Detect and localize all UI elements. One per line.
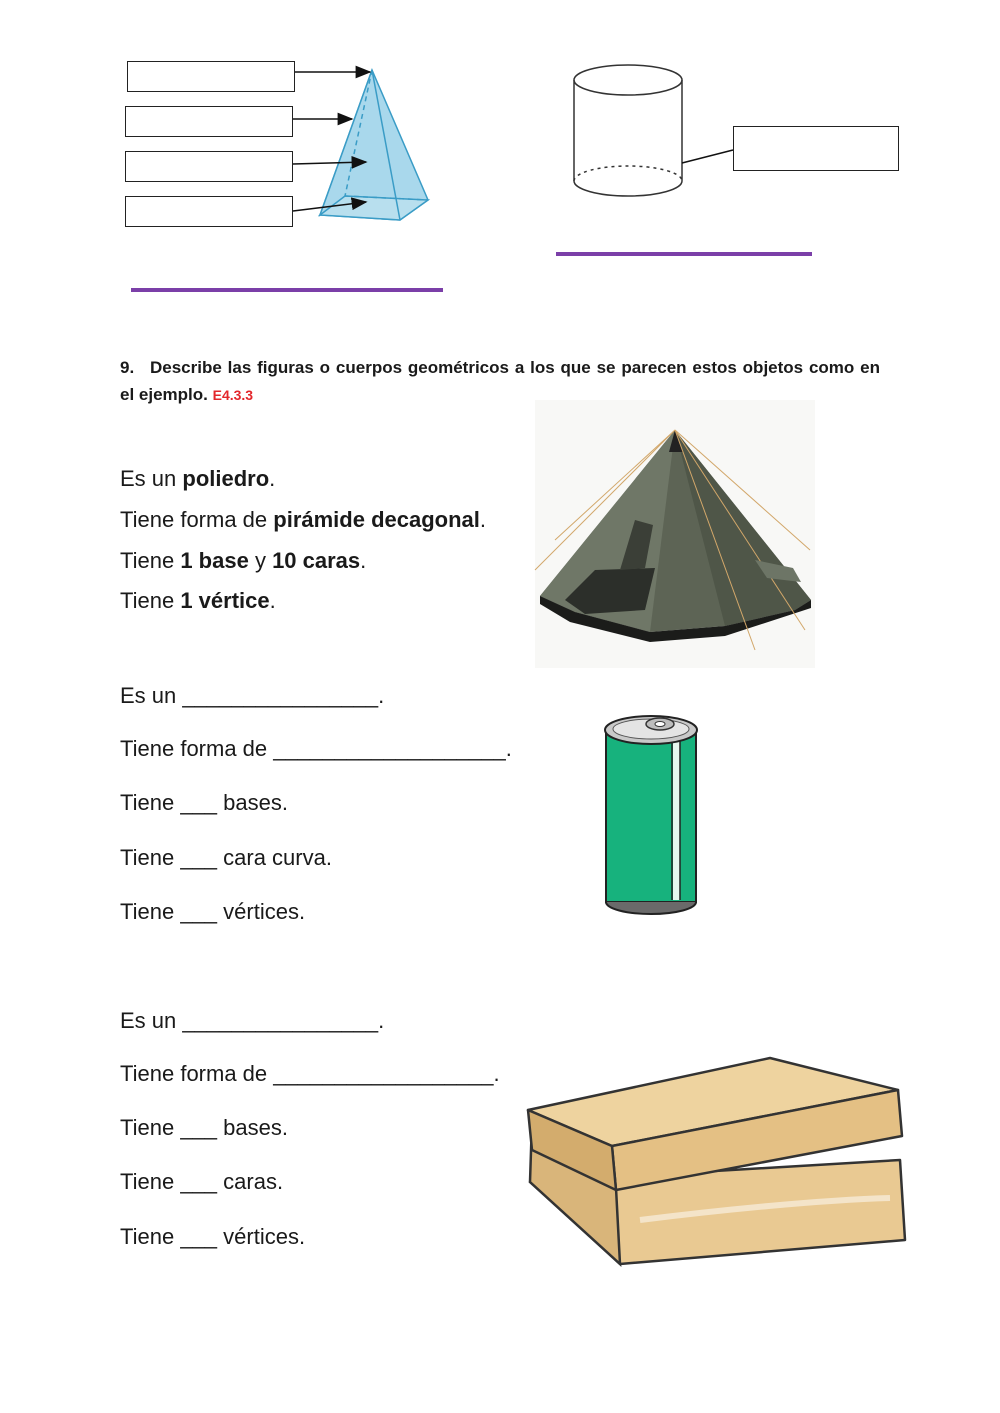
can-image — [600, 710, 704, 918]
box-line-1: Es un ________________. — [120, 1008, 385, 1033]
cylinder-diagram — [574, 65, 733, 196]
can-line-3: Tiene ___ bases. — [120, 790, 288, 815]
example-line-4: Tiene 1 vértice. — [120, 588, 276, 613]
box-line-4: Tiene ___ caras. — [120, 1169, 284, 1194]
tent-image — [535, 400, 815, 668]
cylinder-label-box[interactable] — [733, 126, 899, 171]
cylinder-answer-line[interactable] — [556, 252, 812, 256]
box-line-3: Tiene ___ bases. — [120, 1115, 288, 1140]
box-line-2: Tiene forma de __________________. — [120, 1061, 500, 1086]
can-line-2: Tiene forma de ___________________. — [120, 736, 512, 761]
example-line-2: Tiene forma de pirámide decagonal. — [120, 507, 487, 532]
can-line-1: Es un ________________. — [120, 683, 385, 708]
can-line-5: Tiene ___ vértices. — [120, 899, 306, 924]
can-line-4: Tiene ___ cara curva. — [120, 845, 332, 870]
box-line-5: Tiene ___ vértices. — [120, 1224, 306, 1249]
question-code: E4.3.3 — [212, 387, 254, 403]
question-number: 9. — [120, 358, 135, 377]
example-line-1: Es un poliedro. — [120, 466, 276, 491]
pyramid-answer-line[interactable] — [131, 288, 443, 292]
example-line-3: Tiene 1 base y 10 caras. — [120, 548, 367, 573]
question-text: Describe las figuras o cuerpos geométricos a los que se parecen estos objetos como en el ejemplo. — [120, 358, 880, 404]
shoebox-image — [520, 1050, 940, 1280]
